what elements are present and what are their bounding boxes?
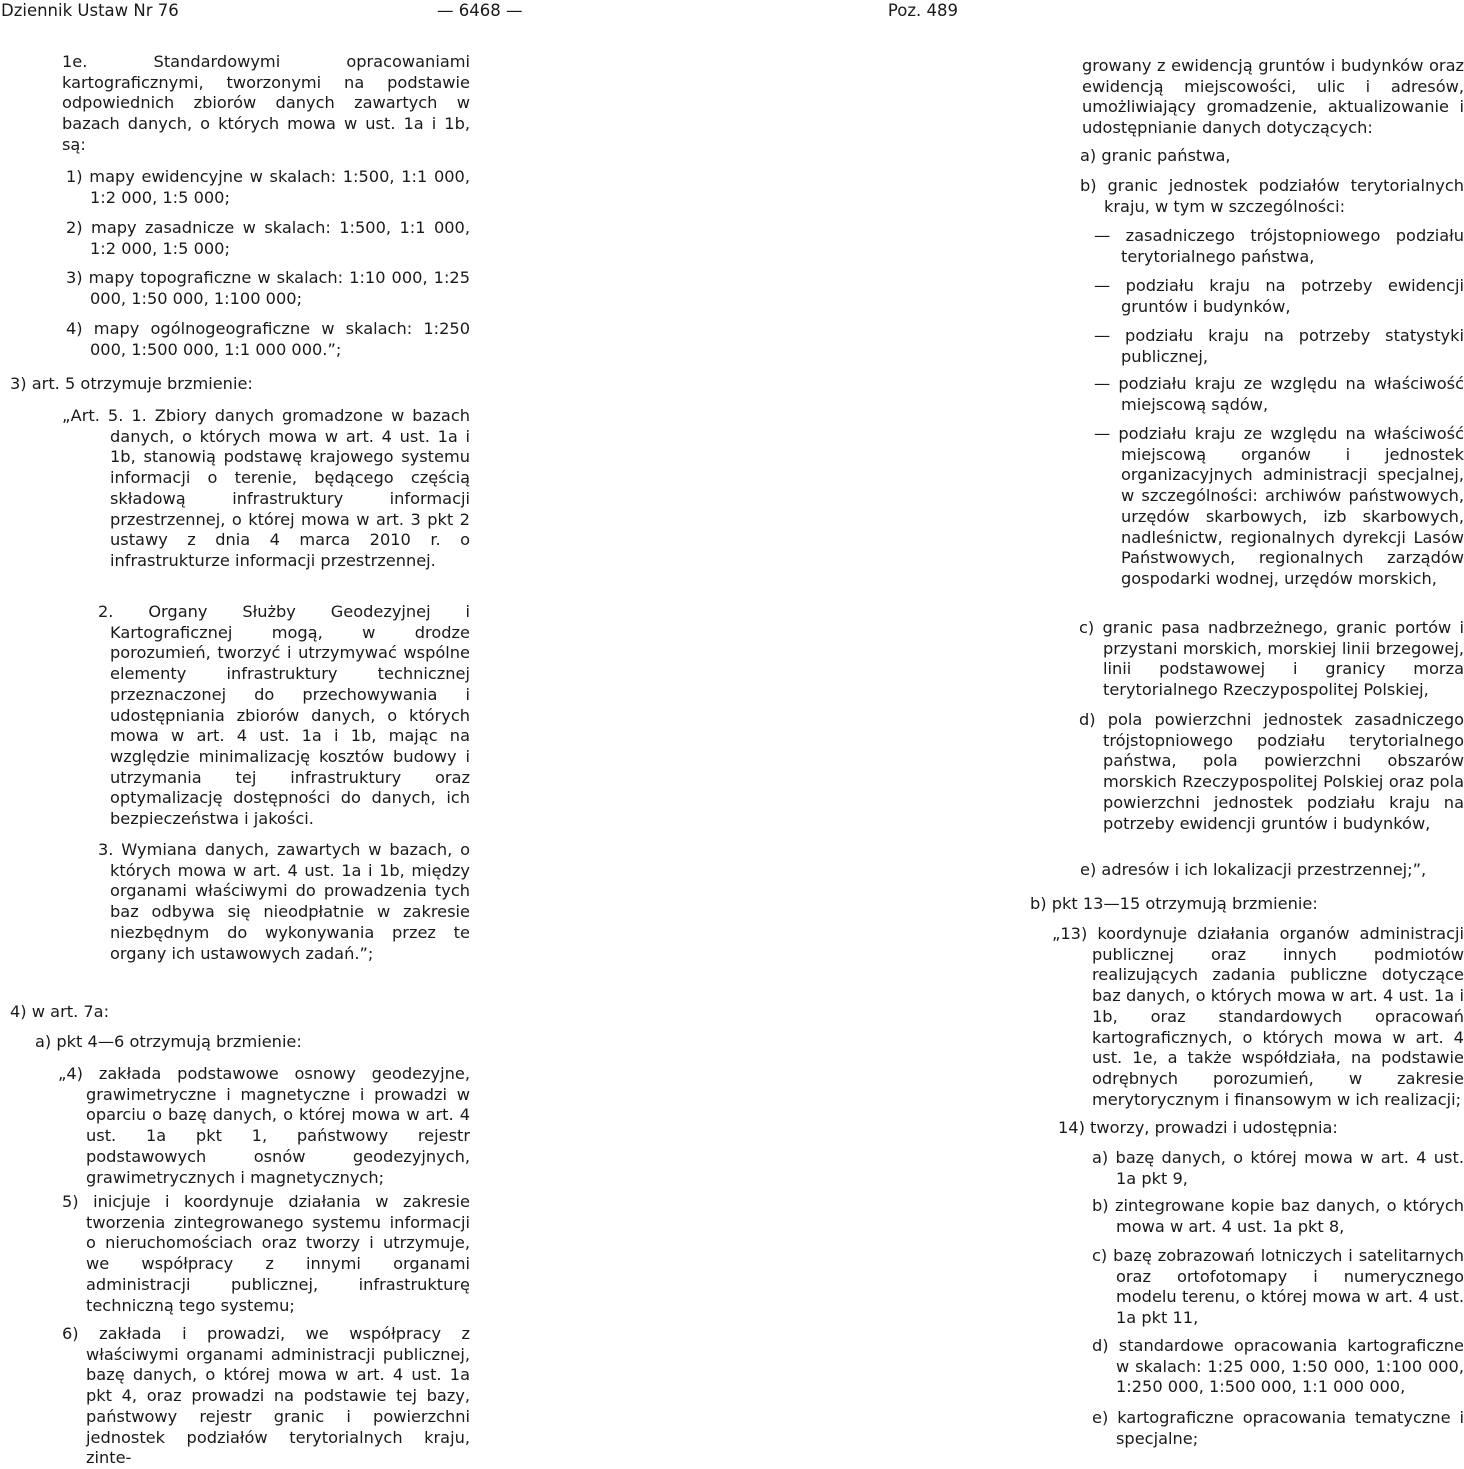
- item-6-rejestr-granic: 6) zakłada i prowadzi, we współpracy z właściwymi organami administracji publicznej, bazę danych, o której mowa w art. 4 ust. 1a pkt 4, oraz prowadzi na podstawie tej bazy, państwowy rejestr granic i powierzchni jednostek podziałów terytorialnych kraju, zinte-: [62, 1324, 470, 1468]
- amendment-4a: a) pkt 4—6 otrzymują brzmienie:: [35, 1032, 302, 1051]
- item-4-osnowy: „4) zakłada podstawowe osnowy geodezyjne, grawimetryczne i magnetyczne i prowadzi w oparciu o bazę danych, o której mowa w art. 4 ust. 1a pkt 1, państwowy rejestr podstawowych osnów geodezyjnych, grawimetrycznych i magnetycznych;: [58, 1064, 470, 1187]
- dash-ewidencji-gruntow: — podziału kraju na potrzeby ewidencji gruntów i budynków,: [1094, 276, 1464, 316]
- item-1-mapy-ewidencyjne: 1) mapy ewidencyjne w skalach: 1:500, 1:1 000, 1:2 000, 1:5 000;: [66, 167, 470, 207]
- journal-title: Dziennik Ustaw Nr 76: [1, 1, 179, 20]
- dash-statystyki-publicznej: — podziału kraju na potrzeby statystyki publicznej,: [1094, 326, 1464, 366]
- item-14b-kopie-baz: b) zintegrowane kopie baz danych, o których mowa w art. 4 ust. 1a pkt 8,: [1092, 1196, 1464, 1236]
- amendment-4: 4) w art. 7a:: [10, 1002, 110, 1021]
- item-6-continuation: growany z ewidencją gruntów i budynków oraz ewidencją miejscowości, ulic i adresów, umożliwiający gromadzenie, aktualizowanie i udostępnianie danych dotyczących:: [1082, 56, 1464, 138]
- dash-wlasciwosc-organow: — podziału kraju ze względu na właściwość miejscową organów i jednostek organizacyjnych administracji specjalnej, w szczególności: archiwów państwowych, urzędów skarbowych, izb skarbowych, nadleśnictw, regionalnych dyrekcji Lasów Państwowych, regionalnych zarządów gospodarki wodnej, urzędów morskich,: [1094, 424, 1464, 588]
- item-14a-baze-danych: a) bazę danych, o której mowa w art. 4 ust. 1a pkt 9,: [1092, 1148, 1464, 1188]
- article-5-para-3: 3. Wymiana danych, zawartych w bazach, o których mowa w art. 4 ust. 1a i 1b, między organami właściwymi do prowadzenia tych baz odbywa się nieodpłatnie w zakresie niezbędnym do wykonywania przez te organy ich ustawowych zadań.”;: [98, 840, 470, 963]
- item-c-pasa-nadbrzeznego: c) granic pasa nadbrzeżnego, granic portów i przystani morskich, morskiej linii brzegowej, linii podstawowej i granicy morza terytorialnego Rzeczypospolitej Polskiej,: [1079, 618, 1464, 700]
- amendment-4b: b) pkt 13—15 otrzymują brzmienie:: [1030, 894, 1318, 913]
- item-5-system-informacji: 5) inicjuje i koordynuje działania w zakresie tworzenia zintegrowanego systemu informacji o nieruchomościach oraz tworzy i utrzymuje, we współpracy z innymi organami administracji publicznej, infrastrukturę techniczną tego systemu;: [62, 1192, 470, 1315]
- item-4-mapy-ogolnogeograficzne: 4) mapy ogólnogeograficzne w skalach: 1:250 000, 1:500 000, 1:1 000 000.”;: [66, 319, 470, 359]
- page-number: — 6468 —: [437, 1, 523, 20]
- paragraph-1e: 1e. Standardowymi opracowaniami kartograficznymi, tworzonymi na podstawie odpowiednich zbiorów danych zawartych w bazach danych, o których mowa w ust. 1a i 1b, są:: [62, 52, 470, 154]
- item-e-adresow: e) adresów i ich lokalizacji przestrzennej;”,: [1080, 860, 1427, 879]
- item-13-koordynuje: „13) koordynuje działania organów administracji publicznej oraz innych podmiotów realizujących zadania publiczne dotyczące baz danych, o których mowa w art. 4 ust. 1a i 1b, oraz standardowych opracowań kartograficznych, o których mowa w art. 4 ust. 1e, a także współdziała, na podstawie odrębnych porozumień, w zakresie merytorycznym i finansowym w ich realizacji;: [1052, 924, 1464, 1109]
- item-3-mapy-topograficzne: 3) mapy topograficzne w skalach: 1:10 000, 1:25 000, 1:50 000, 1:100 000;: [66, 268, 470, 308]
- position-number: Poz. 489: [887, 1, 958, 20]
- dash-wlasciwosc-sadow: — podziału kraju ze względu na właściwość miejscową sądów,: [1094, 374, 1464, 414]
- item-d-pola-powierzchni: d) pola powierzchni jednostek zasadniczego trójstopniowego podziału terytorialnego państwa, pola powierzchni obszarów morskich Rzeczypospolitej Polskiej oraz pola powierzchni jednostek podziału kraju na potrzeby ewidencji gruntów i budynków,: [1079, 710, 1464, 833]
- item-a-granic-panstwa: a) granic państwa,: [1080, 146, 1231, 165]
- item-14e-opracowania-tematyczne: e) kartograficzne opracowania tematyczne i specjalne;: [1092, 1408, 1464, 1448]
- item-14c-zobrazowan: c) bazę zobrazowań lotniczych i satelitarnych oraz ortofotomapy i numerycznego modelu terenu, o której mowa w art. 4 ust. 1a pkt 11,: [1092, 1246, 1464, 1328]
- item-14-tworzy: 14) tworzy, prowadzi i udostępnia:: [1058, 1118, 1338, 1137]
- article-5-para-2: 2. Organy Służby Geodezyjnej i Kartograficznej mogą, w drodze porozumień, tworzyć i utrzymywać wspólne elementy infrastruktury technicznej przeznaczonej do przechowywania i udostępniania zbiorów danych, o których mowa w art. 4 ust. 1a i 1b, mając na względzie minimalizację kosztów budowy i utrzymania tej infrastruktury oraz optymalizację dostępności do danych, ich bezpieczeństwa i jakości.: [98, 602, 470, 829]
- item-b-granic-jednostek: b) granic jednostek podziałów terytorialnych kraju, w tym w szczególności:: [1080, 176, 1464, 216]
- article-5-para-1: „Art. 5. 1. Zbiory danych gromadzone w bazach danych, o których mowa w art. 4 ust. 1a i 1b, stanowią podstawę krajowego systemu informacji o terenie, będącego częścią składową infrastruktury informacji przestrzennej, o której mowa w art. 3 pkt 2 ustawy z dnia 4 marca 2010 r. o infrastrukturze informacji przestrzennej.: [62, 406, 470, 570]
- page-header: [0, 0, 960, 22]
- item-2-mapy-zasadnicze: 2) mapy zasadnicze w skalach: 1:500, 1:1 000, 1:2 000, 1:5 000;: [66, 218, 470, 258]
- item-14d-standardowe-opracowania: d) standardowe opracowania kartograficzne w skalach: 1:25 000, 1:50 000, 1:100 000, 1:250 000, 1:500 000, 1:1 000 000,: [1092, 1336, 1464, 1397]
- amendment-3: 3) art. 5 otrzymuje brzmienie:: [10, 374, 253, 393]
- dash-zasadniczego-podzialu: — zasadniczego trójstopniowego podziału terytorialnego państwa,: [1094, 226, 1464, 266]
